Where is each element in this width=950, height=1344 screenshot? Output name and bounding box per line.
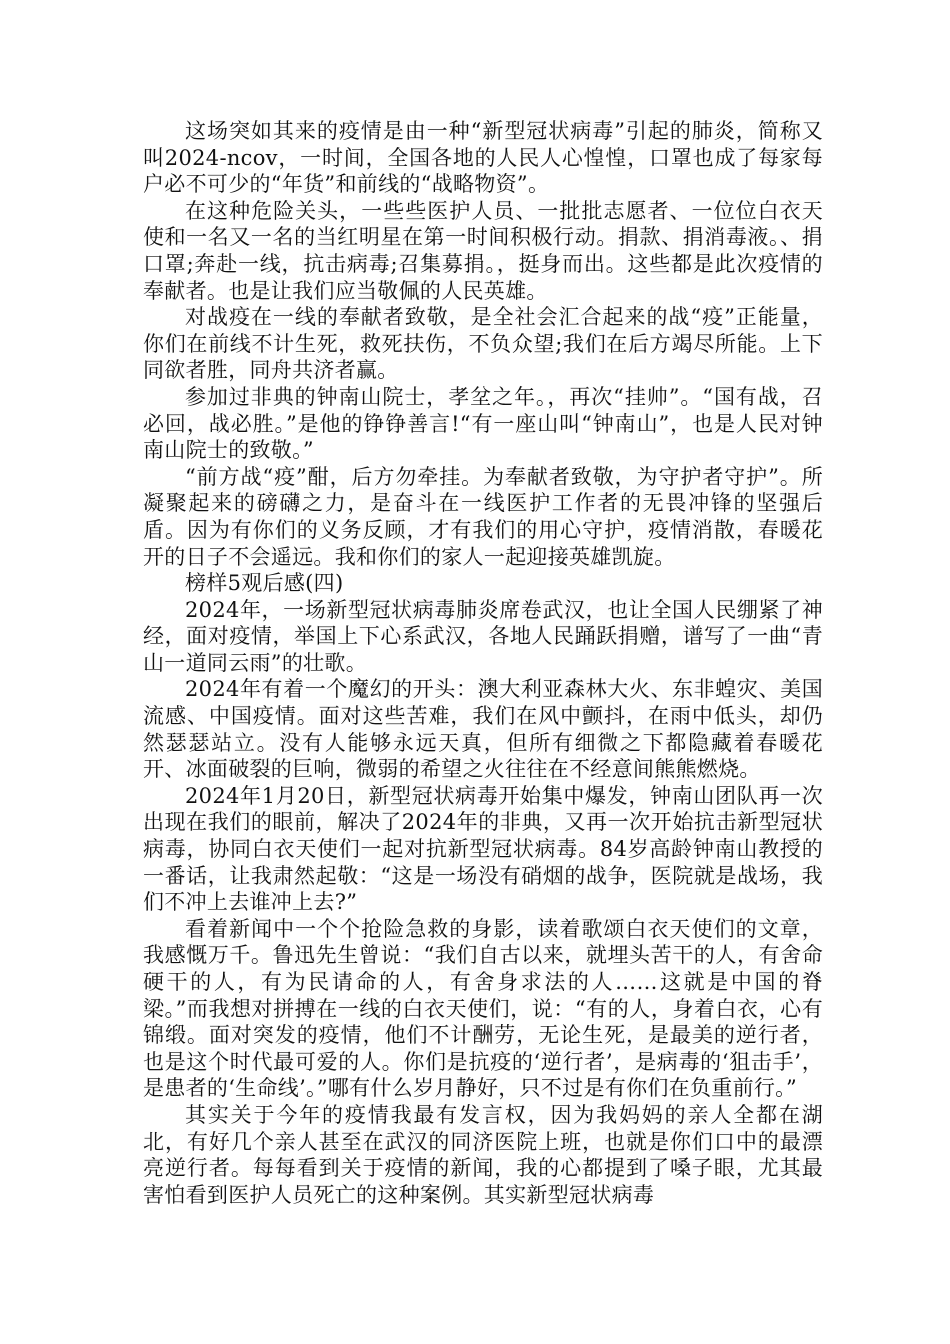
paragraph-2: 在这种危险关头，一些些医护人员、一批批志愿者、一位位白衣天 使和一名又一名的当红明星在第一时间积极行动。捐款、捐消毒液。、捐口罩;奔赴一线，抗击病毒;召集募捐。，挺身而出。这些都是此次疫情的奉献者。也是让我们应当敬佩的人民英雄。	[143, 198, 823, 303]
paragraph-3: 对战疫在一线的奉献者致敬，是全社会汇合起来的战“疫”正能量，你们在前线不计生死，救死扶伤，不负众望;我们在后方竭尽所能。上下同欲者胜，同舟共济者赢。	[143, 305, 823, 383]
section-heading: 榜样5观后感(四)	[185, 571, 344, 596]
document-body	[143, 118, 823, 1208]
paragraph-4: 参加过非典的钟南山院士，孝坌之年。，再次“挂帅”。“国有战，召必回，战必胜。”是他的铮铮善言!“有一座山叫“钟南山”，也是人民对钟南山院士的致敬。”	[143, 384, 823, 463]
section-paragraph-1: 2024年，一场新型冠状病毒肺炎席卷武汉，也让全国人民绷紧了神经，面对疫情，举国上下心系武汉，各地人民踊跃捐赠，谱写了一曲“青山一道同云雨”的壮歌。	[143, 597, 823, 675]
section-paragraph-3: 2024年1月20日，新型冠状病毒开始集中爆发，钟南山团队再一次出现在我们的眼前，解决了2024年的非典，又再一次开始抗击新型冠状病毒，协同白衣天使们一起对抗新型冠状病毒。84岁高龄钟南山教授的一番话，让我肃然起敬：“这是一场没有硝烟的战争，医院就是战场，我们不冲上去谁冲上去?”	[143, 783, 823, 915]
section-paragraph-2: 2024年有着一个魔幻的开头：澳大利亚森林大火、东非蝗灾、美国流感、中国疫情。面对这些苦难，我们在风中颤抖，在雨中低头，却仍然瑟瑟站立。没有人能够永远天真，但所有细微之下都隐藏着春暖花开、冰面破裂的巨响，微弱的希望之火往往在不经意间熊熊燃烧。	[143, 677, 823, 782]
section-paragraph-5: 其实关于今年的疫情我最有发言权，因为我妈妈的亲人全都在湖北，有好几个亲人甚至在武汉的同济医院上班，也就是你们口中的最漂亮逆行者。每每看到关于疫情的新闻，我的心都提到了嗓子眼，尤其最害怕看到医护人员死亡的这种案例。其实新型冠状病毒	[143, 1102, 823, 1207]
section-paragraph-4: 看着新闻中一个个抢险急救的身影，读着歌颂白衣天使们的文章，我感慨万千。鲁迅先生曾说：“我们自古以来，就埋头苦干的人，有舍命硬干的人，有为民请命的人，有舍身求法的人……这就是中国的脊梁。”而我想对拼搏在一线的白衣天使们，说：“有的人，身着白衣，心有锦缎。面对突发的疫情，他们不计酬劳，无论生死，是最美的逆行者，也是这个时代最可爱的人。你们是抗疫的‘逆行者’，是病毒的‘狙击手’，是患者的‘生命线’。”哪有什么岁月静好，只不过是有你们在负重前行。”	[143, 916, 823, 1101]
paragraph-1: 这场突如其来的疫情是由一种“新型冠状病毒”引起的肺炎，简称又叫2024-ncov，一时间，全国各地的人民人心惶惶，口罩也成了每家每户必不可少的“年货”和前线的“战略物资”。	[143, 119, 823, 197]
paragraph-5: “前方战“疫”酣，后方勿牵挂。为奉献者致敬，为守护者守护”。所凝聚起来的磅礴之力，是奋斗在一线医护工作者的无畏冲锋的坚强后盾。因为有你们的义务反顾，才有我们的用心守护，疫情消散，春暖花开的日子不会遥远。我和你们的家人一起迎接英雄凯旋。	[143, 464, 823, 569]
